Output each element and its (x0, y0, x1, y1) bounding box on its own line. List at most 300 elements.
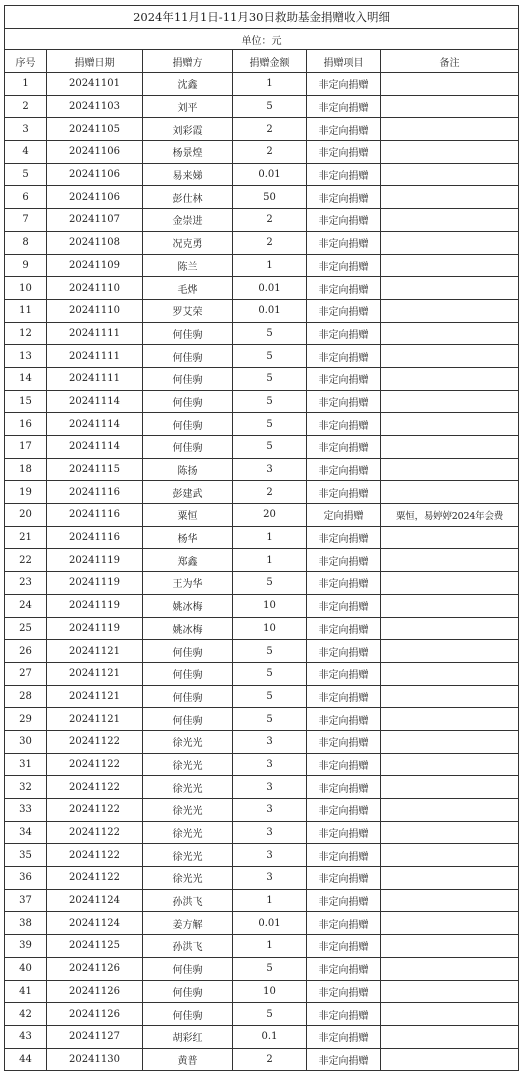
table-row (5, 163, 519, 186)
table-row (5, 549, 519, 572)
cell-donor: 何佳驹 (143, 413, 233, 436)
table-row (5, 345, 519, 368)
cell-no: 26 (5, 640, 47, 663)
cell-date: 20241121 (47, 640, 143, 663)
table-title: 2024年11月1日-11月30日救助基金捐赠收入明细 (5, 6, 519, 29)
table-row (5, 867, 519, 890)
cell-date: 20241126 (47, 1003, 143, 1026)
cell-amount: 5 (233, 436, 307, 459)
cell-donor: 何佳驹 (143, 957, 233, 980)
cell-date: 20241122 (47, 821, 143, 844)
cell-date: 20241122 (47, 844, 143, 867)
cell-note (381, 889, 519, 912)
cell-donor: 徐光光 (143, 821, 233, 844)
cell-amount: 1 (233, 254, 307, 277)
cell-no: 12 (5, 322, 47, 345)
table-row (5, 935, 519, 958)
cell-date: 20241130 (47, 1048, 143, 1071)
table-row (5, 844, 519, 867)
donation-table (4, 5, 519, 1071)
cell-project: 非定向捐赠 (307, 912, 381, 935)
cell-amount: 2 (233, 118, 307, 141)
cell-note (381, 572, 519, 595)
cell-date: 20241122 (47, 753, 143, 776)
table-row (5, 504, 519, 527)
cell-project: 非定向捐赠 (307, 935, 381, 958)
cell-donor: 何佳驹 (143, 640, 233, 663)
cell-note (381, 231, 519, 254)
cell-date: 20241106 (47, 163, 143, 186)
cell-no: 41 (5, 980, 47, 1003)
cell-project: 非定向捐赠 (307, 776, 381, 799)
cell-note (381, 345, 519, 368)
table-row (5, 640, 519, 663)
cell-no: 33 (5, 799, 47, 822)
cell-note (381, 821, 519, 844)
table-row (5, 1003, 519, 1026)
cell-donor: 易来娣 (143, 163, 233, 186)
cell-no: 15 (5, 390, 47, 413)
cell-date: 20241127 (47, 1025, 143, 1048)
table-row (5, 957, 519, 980)
cell-date: 20241121 (47, 662, 143, 685)
cell-no: 23 (5, 572, 47, 595)
cell-date: 20241124 (47, 889, 143, 912)
cell-project: 非定向捐赠 (307, 1025, 381, 1048)
cell-date: 20241116 (47, 526, 143, 549)
cell-amount: 5 (233, 390, 307, 413)
cell-amount: 5 (233, 1003, 307, 1026)
cell-amount: 3 (233, 753, 307, 776)
cell-note (381, 662, 519, 685)
cell-note (381, 118, 519, 141)
cell-amount: 0.01 (233, 277, 307, 300)
cell-project: 非定向捐赠 (307, 753, 381, 776)
cell-project: 非定向捐赠 (307, 1048, 381, 1071)
table-row (5, 436, 519, 459)
cell-no: 13 (5, 345, 47, 368)
cell-amount: 3 (233, 799, 307, 822)
cell-amount: 5 (233, 322, 307, 345)
cell-note (381, 277, 519, 300)
cell-note (381, 753, 519, 776)
table-row (5, 458, 519, 481)
cell-no: 30 (5, 730, 47, 753)
cell-date: 20241126 (47, 957, 143, 980)
cell-date: 20241114 (47, 413, 143, 436)
cell-project: 非定向捐赠 (307, 367, 381, 390)
column-header-project: 捐赠项目 (307, 50, 381, 73)
unit-row (5, 29, 519, 50)
cell-amount: 1 (233, 73, 307, 96)
cell-project: 非定向捐赠 (307, 594, 381, 617)
cell-project: 非定向捐赠 (307, 640, 381, 663)
cell-donor: 姜方解 (143, 912, 233, 935)
cell-donor: 徐光光 (143, 844, 233, 867)
table-row (5, 730, 519, 753)
cell-amount: 0.01 (233, 912, 307, 935)
cell-date: 20241101 (47, 73, 143, 96)
cell-no: 44 (5, 1048, 47, 1071)
cell-note (381, 1003, 519, 1026)
cell-donor: 徐光光 (143, 867, 233, 890)
cell-no: 37 (5, 889, 47, 912)
cell-donor: 刘彩霞 (143, 118, 233, 141)
cell-note (381, 436, 519, 459)
cell-project: 非定向捐赠 (307, 549, 381, 572)
table-row (5, 413, 519, 436)
cell-donor: 杨景煌 (143, 141, 233, 164)
cell-date: 20241124 (47, 912, 143, 935)
cell-amount: 5 (233, 345, 307, 368)
cell-note (381, 254, 519, 277)
cell-project: 非定向捐赠 (307, 413, 381, 436)
table-row (5, 481, 519, 504)
cell-no: 39 (5, 935, 47, 958)
table-row (5, 95, 519, 118)
cell-date: 20241111 (47, 345, 143, 368)
cell-donor: 沈鑫 (143, 73, 233, 96)
cell-no: 38 (5, 912, 47, 935)
table-body (5, 73, 519, 1071)
cell-date: 20241111 (47, 367, 143, 390)
table-row (5, 390, 519, 413)
cell-date: 20241125 (47, 935, 143, 958)
table-row (5, 889, 519, 912)
cell-amount: 50 (233, 186, 307, 209)
table-row (5, 73, 519, 96)
cell-project: 非定向捐赠 (307, 95, 381, 118)
cell-note (381, 413, 519, 436)
cell-project: 非定向捐赠 (307, 322, 381, 345)
cell-note (381, 141, 519, 164)
cell-date: 20241115 (47, 458, 143, 481)
cell-project: 非定向捐赠 (307, 867, 381, 890)
cell-date: 20241122 (47, 867, 143, 890)
cell-note (381, 73, 519, 96)
cell-project: 非定向捐赠 (307, 572, 381, 595)
cell-no: 24 (5, 594, 47, 617)
cell-donor: 何佳驹 (143, 662, 233, 685)
cell-amount: 3 (233, 821, 307, 844)
cell-no: 42 (5, 1003, 47, 1026)
cell-no: 2 (5, 95, 47, 118)
cell-project: 非定向捐赠 (307, 662, 381, 685)
cell-no: 22 (5, 549, 47, 572)
cell-amount: 2 (233, 209, 307, 232)
cell-note (381, 163, 519, 186)
cell-amount: 5 (233, 572, 307, 595)
table-row (5, 526, 519, 549)
cell-amount: 5 (233, 708, 307, 731)
cell-project: 非定向捐赠 (307, 254, 381, 277)
cell-project: 非定向捐赠 (307, 730, 381, 753)
cell-note (381, 935, 519, 958)
cell-no: 5 (5, 163, 47, 186)
cell-amount: 2 (233, 1048, 307, 1071)
cell-donor: 何佳驹 (143, 390, 233, 413)
cell-note (381, 458, 519, 481)
cell-note (381, 640, 519, 663)
cell-amount: 3 (233, 730, 307, 753)
table-row (5, 118, 519, 141)
table-row (5, 776, 519, 799)
table-row (5, 912, 519, 935)
cell-note (381, 957, 519, 980)
cell-amount: 5 (233, 413, 307, 436)
cell-date: 20241106 (47, 186, 143, 209)
cell-donor: 彭建武 (143, 481, 233, 504)
column-header-no: 序号 (5, 50, 47, 73)
cell-donor: 何佳驹 (143, 345, 233, 368)
cell-donor: 何佳驹 (143, 685, 233, 708)
cell-note (381, 844, 519, 867)
cell-note (381, 708, 519, 731)
cell-project: 非定向捐赠 (307, 436, 381, 459)
cell-donor: 金崇进 (143, 209, 233, 232)
table-row (5, 209, 519, 232)
column-header-amount: 捐赠金额 (233, 50, 307, 73)
cell-donor: 彭仕林 (143, 186, 233, 209)
cell-amount: 2 (233, 481, 307, 504)
cell-no: 3 (5, 118, 47, 141)
cell-note (381, 186, 519, 209)
cell-date: 20241119 (47, 549, 143, 572)
cell-donor: 粟恒 (143, 504, 233, 527)
cell-note (381, 95, 519, 118)
table-row (5, 662, 519, 685)
cell-donor: 孙洪飞 (143, 935, 233, 958)
table-row (5, 367, 519, 390)
unit-label: 单位：元 (5, 29, 519, 50)
cell-donor: 姚冰梅 (143, 617, 233, 640)
table-row (5, 980, 519, 1003)
table-row (5, 821, 519, 844)
cell-note (381, 549, 519, 572)
cell-note (381, 481, 519, 504)
cell-project: 非定向捐赠 (307, 957, 381, 980)
cell-donor: 何佳驹 (143, 367, 233, 390)
cell-donor: 黄普 (143, 1048, 233, 1071)
cell-amount: 5 (233, 95, 307, 118)
cell-date: 20241110 (47, 277, 143, 300)
cell-amount: 3 (233, 844, 307, 867)
cell-note (381, 685, 519, 708)
cell-no: 29 (5, 708, 47, 731)
cell-amount: 3 (233, 776, 307, 799)
cell-no: 40 (5, 957, 47, 980)
cell-date: 20241110 (47, 299, 143, 322)
cell-project: 非定向捐赠 (307, 458, 381, 481)
cell-date: 20241105 (47, 118, 143, 141)
cell-date: 20241107 (47, 209, 143, 232)
cell-note (381, 367, 519, 390)
cell-amount: 1 (233, 889, 307, 912)
cell-donor: 刘平 (143, 95, 233, 118)
cell-project: 非定向捐赠 (307, 980, 381, 1003)
cell-donor: 陈扬 (143, 458, 233, 481)
cell-note (381, 322, 519, 345)
table-row (5, 594, 519, 617)
cell-amount: 10 (233, 617, 307, 640)
cell-amount: 3 (233, 867, 307, 890)
cell-project: 非定向捐赠 (307, 526, 381, 549)
cell-donor: 何佳驹 (143, 980, 233, 1003)
cell-donor: 姚冰梅 (143, 594, 233, 617)
cell-amount: 10 (233, 594, 307, 617)
table-row (5, 299, 519, 322)
cell-project: 非定向捐赠 (307, 163, 381, 186)
cell-no: 6 (5, 186, 47, 209)
cell-project: 非定向捐赠 (307, 844, 381, 867)
table-row (5, 322, 519, 345)
cell-no: 10 (5, 277, 47, 300)
cell-no: 16 (5, 413, 47, 436)
table-row (5, 1048, 519, 1071)
cell-date: 20241114 (47, 390, 143, 413)
cell-no: 20 (5, 504, 47, 527)
cell-amount: 2 (233, 141, 307, 164)
cell-project: 非定向捐赠 (307, 889, 381, 912)
cell-project: 非定向捐赠 (307, 390, 381, 413)
cell-amount: 5 (233, 685, 307, 708)
cell-date: 20241122 (47, 730, 143, 753)
cell-date: 20241116 (47, 481, 143, 504)
cell-no: 28 (5, 685, 47, 708)
table-row (5, 685, 519, 708)
cell-no: 17 (5, 436, 47, 459)
title-row (5, 6, 519, 29)
cell-project: 非定向捐赠 (307, 481, 381, 504)
cell-note (381, 730, 519, 753)
cell-no: 32 (5, 776, 47, 799)
table-row (5, 1025, 519, 1048)
cell-no: 21 (5, 526, 47, 549)
cell-date: 20241122 (47, 799, 143, 822)
cell-amount: 5 (233, 640, 307, 663)
cell-date: 20241121 (47, 708, 143, 731)
cell-date: 20241122 (47, 776, 143, 799)
cell-amount: 5 (233, 662, 307, 685)
cell-amount: 5 (233, 957, 307, 980)
cell-note (381, 299, 519, 322)
cell-donor: 郑鑫 (143, 549, 233, 572)
cell-no: 27 (5, 662, 47, 685)
cell-no: 9 (5, 254, 47, 277)
table-row (5, 277, 519, 300)
cell-no: 4 (5, 141, 47, 164)
cell-project: 定向捐赠 (307, 504, 381, 527)
cell-date: 20241126 (47, 980, 143, 1003)
cell-project: 非定向捐赠 (307, 118, 381, 141)
cell-donor: 徐光光 (143, 799, 233, 822)
cell-note (381, 980, 519, 1003)
cell-donor: 杨华 (143, 526, 233, 549)
cell-amount: 2 (233, 231, 307, 254)
cell-amount: 5 (233, 367, 307, 390)
table-row (5, 231, 519, 254)
cell-amount: 10 (233, 980, 307, 1003)
column-header-note: 备注 (381, 50, 519, 73)
cell-note (381, 912, 519, 935)
cell-note (381, 617, 519, 640)
cell-amount: 0.01 (233, 163, 307, 186)
cell-project: 非定向捐赠 (307, 1003, 381, 1026)
cell-note (381, 867, 519, 890)
cell-project: 非定向捐赠 (307, 708, 381, 731)
cell-amount: 20 (233, 504, 307, 527)
cell-project: 非定向捐赠 (307, 685, 381, 708)
cell-no: 34 (5, 821, 47, 844)
cell-date: 20241116 (47, 504, 143, 527)
cell-no: 11 (5, 299, 47, 322)
table-row (5, 617, 519, 640)
cell-date: 20241114 (47, 436, 143, 459)
cell-project: 非定向捐赠 (307, 799, 381, 822)
cell-date: 20241111 (47, 322, 143, 345)
cell-project: 非定向捐赠 (307, 73, 381, 96)
cell-date: 20241106 (47, 141, 143, 164)
table-row (5, 254, 519, 277)
cell-donor: 陈兰 (143, 254, 233, 277)
cell-amount: 1 (233, 935, 307, 958)
cell-no: 18 (5, 458, 47, 481)
cell-amount: 0.01 (233, 299, 307, 322)
table-row (5, 799, 519, 822)
cell-date: 20241119 (47, 617, 143, 640)
cell-donor: 况克勇 (143, 231, 233, 254)
cell-project: 非定向捐赠 (307, 345, 381, 368)
cell-date: 20241119 (47, 572, 143, 595)
cell-amount: 1 (233, 526, 307, 549)
cell-amount: 3 (233, 458, 307, 481)
cell-note (381, 1025, 519, 1048)
cell-note (381, 776, 519, 799)
cell-project: 非定向捐赠 (307, 141, 381, 164)
cell-project: 非定向捐赠 (307, 299, 381, 322)
cell-no: 14 (5, 367, 47, 390)
cell-no: 25 (5, 617, 47, 640)
cell-donor: 徐光光 (143, 776, 233, 799)
cell-no: 31 (5, 753, 47, 776)
cell-project: 非定向捐赠 (307, 209, 381, 232)
cell-donor: 何佳驹 (143, 436, 233, 459)
cell-date: 20241108 (47, 231, 143, 254)
cell-no: 43 (5, 1025, 47, 1048)
column-header-date: 捐赠日期 (47, 50, 143, 73)
cell-no: 36 (5, 867, 47, 890)
cell-no: 35 (5, 844, 47, 867)
cell-no: 19 (5, 481, 47, 504)
cell-no: 8 (5, 231, 47, 254)
cell-date: 20241121 (47, 685, 143, 708)
cell-note (381, 1048, 519, 1071)
cell-no: 7 (5, 209, 47, 232)
cell-note (381, 526, 519, 549)
table-row (5, 572, 519, 595)
cell-note (381, 594, 519, 617)
column-header-row (5, 50, 519, 73)
cell-no: 1 (5, 73, 47, 96)
cell-donor: 王为华 (143, 572, 233, 595)
table-row (5, 186, 519, 209)
cell-amount: 0.1 (233, 1025, 307, 1048)
table-row (5, 753, 519, 776)
cell-amount: 1 (233, 549, 307, 572)
cell-note (381, 209, 519, 232)
cell-donor: 罗艾荣 (143, 299, 233, 322)
cell-project: 非定向捐赠 (307, 821, 381, 844)
